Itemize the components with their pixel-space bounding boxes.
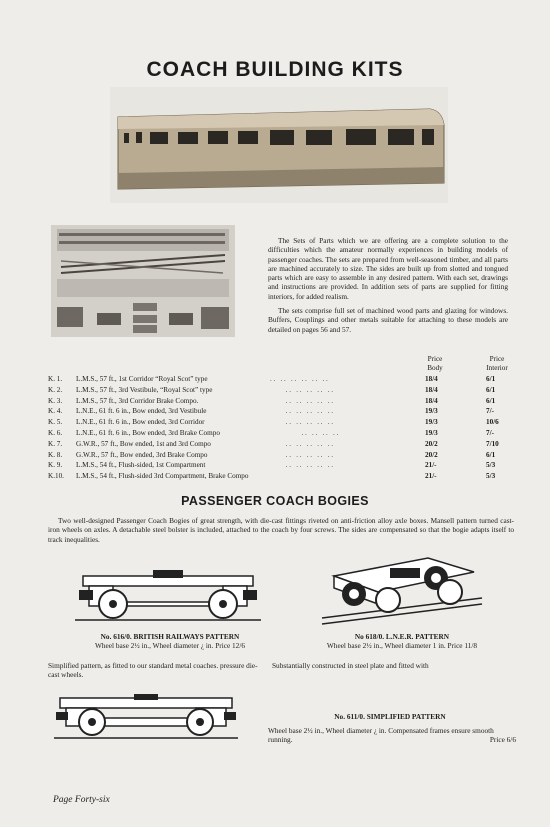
kit-interior-price: 6/1 bbox=[486, 385, 496, 394]
kit-description: G.W.R., 57 ft., Bow ended, 1st and 3rd Compo bbox=[76, 439, 211, 448]
kit-body-price: 19/3 bbox=[425, 428, 438, 437]
kit-interior-price: 6/1 bbox=[486, 375, 496, 383]
bogies-heading: PASSENGER COACH BOGIES bbox=[181, 494, 369, 508]
header-line: Price bbox=[427, 355, 443, 363]
kit-body-price: 20/2 bbox=[425, 439, 438, 448]
kit-code: K. 1. bbox=[48, 375, 63, 383]
kit-body-price: 18/4 bbox=[425, 385, 438, 394]
bogie-618-spec: Wheel base 2½ in., Wheel diameter 1 in. Price 11/8 bbox=[326, 641, 478, 650]
kit-body-price: 18/4 bbox=[425, 396, 438, 405]
kit-code: K. 3. bbox=[48, 396, 63, 405]
header-line: Price bbox=[489, 355, 505, 363]
kit-interior-price: 7/10 bbox=[486, 439, 499, 448]
price-interior-header bbox=[475, 355, 519, 373]
kit-body-price: 21/- bbox=[425, 472, 437, 481]
kit-interior-price: 7/- bbox=[486, 407, 494, 416]
bogie-611-spec-text: Wheel base 2½ in., Wheel diameter ¿ in. Compensated frames ensure smooth running. bbox=[268, 726, 494, 744]
kit-body-price: 19/3 bbox=[425, 418, 438, 427]
kit-code: K. 4. bbox=[48, 407, 63, 416]
bogie-618-caption bbox=[296, 632, 508, 650]
kit-code: K. 5. bbox=[48, 418, 63, 427]
kit-description: L.M.S., 57 ft., 1st Corridor “Royal Scot” type bbox=[76, 375, 208, 383]
kit-code: K. 6. bbox=[48, 428, 63, 437]
parts-photo bbox=[51, 225, 235, 337]
kit-description: L.M.S., 54 ft., Flush-sided, 1st Compartment bbox=[76, 461, 206, 470]
intro-text bbox=[268, 236, 508, 339]
kit-code: K. 8. bbox=[48, 450, 63, 459]
kit-description: L.M.S., 57 ft., 3rd Corridor Brake Compo. bbox=[76, 396, 199, 405]
coach-photo bbox=[110, 87, 448, 203]
table-row bbox=[48, 471, 508, 482]
bogies-intro: Two well-designed Passenger Coach Bogies of great strength, with die-cast fittings riveted on anti-friction alloy axle boxes. Mansell pattern turned cast-iron wheels on axles. A detachable steel bolster is included, attached to the coach by four screws. The sides are compensated so that the bogie adapts itself to track inequalities. bbox=[48, 516, 514, 544]
kit-body-price: 21/- bbox=[425, 461, 437, 470]
bogie-611-title: No. 611/0. SIMPLIFIED PATTERN bbox=[334, 712, 446, 721]
kit-description: L.N.E., 61 ft. 6 in., Bow ended, 3rd Vestibule bbox=[76, 407, 207, 416]
kit-description: L.M.S., 57 ft., 3rd Vestibule, “Royal Scot” type bbox=[76, 385, 213, 394]
kit-interior-price: 5/3 bbox=[486, 472, 496, 481]
kit-interior-price: 10/6 bbox=[486, 418, 499, 427]
header-line: Body bbox=[427, 364, 443, 372]
page-number: Page Forty-six bbox=[53, 795, 110, 805]
kit-interior-price: 7/- bbox=[486, 428, 494, 437]
kit-body-price: 20/2 bbox=[425, 450, 438, 459]
kit-description: L.N.E., 61 ft. 6 in., Bow ended, 3rd Brake Compo bbox=[76, 428, 220, 437]
kit-interior-price: 6/1 bbox=[486, 450, 496, 459]
page-title: COACH BUILDING KITS bbox=[146, 58, 404, 81]
bogie-618-drawing bbox=[318, 548, 486, 628]
bogie-611-drawing bbox=[52, 692, 240, 742]
kit-interior-price: 6/1 bbox=[486, 396, 496, 405]
header-line: Interior bbox=[486, 364, 508, 372]
kit-code: K. 9. bbox=[48, 461, 63, 470]
price-body-header bbox=[418, 355, 452, 373]
kit-interior-price: 5/3 bbox=[486, 461, 496, 470]
bogie-618-note: Substantially constructed in steel plate and fitted with bbox=[272, 661, 429, 670]
bogie-616-caption bbox=[70, 632, 270, 650]
bogie-611-price: Price 6/6 bbox=[489, 735, 516, 744]
kit-description: L.N.E., 61 ft. 6 in., Bow ended, 3rd Corridor bbox=[76, 418, 205, 427]
kit-code: K.10. bbox=[48, 472, 64, 481]
kit-body-price: 19/3 bbox=[425, 407, 438, 416]
bogie-616-spec: Wheel base 2½ in., Wheel diameter ¿ in. Price 12/6 bbox=[94, 641, 245, 650]
kit-code: K. 2. bbox=[48, 385, 63, 394]
intro-paragraph: The sets comprise full set of machined wood parts and glazing for windows. Buffers, Couplings and other metals suitable for attaching to these models are detailed on pages 56 and 57. bbox=[268, 306, 508, 334]
intro-paragraph: The Sets of Parts which we are offering are a complete solution to the difficulties which the amateur normally experiences in building models of passenger coaches. The sets are prepared from well-seasoned timber, and all parts are machined accurately to size. The sides are built up from slotted and tongued parts which are easy to assemble in any desired pattern. With each set, drawings and instructions are provided. In addition sets of parts are supplied for fitting interiors, for added realism. bbox=[268, 236, 508, 301]
bogie-616-note: Simplified pattern, as fitted to our standard metal coaches. pressure die-cast wheels. bbox=[48, 661, 258, 679]
bogie-611-spec bbox=[268, 726, 516, 744]
bogie-618-title: No 618/0. L.N.E.R. PATTERN bbox=[354, 632, 450, 641]
kit-description: L.M.S., 54 ft., Flush-sided 3rd Compartment, Brake Compo bbox=[76, 472, 249, 481]
kit-code: K. 7. bbox=[48, 439, 63, 448]
leader-dots: . . . . . . . . . . . . . . . . . . . . . . . . . . . . . . . . . . . . . . . . . . . . . . . . . . . . . . . . . . . . . . . . . . . . . . . . . . . . . . . . . . . . . . . . . . bbox=[270, 375, 339, 470]
kit-description: G.W.R., 57 ft., Bow ended, 3rd Brake Compo bbox=[76, 450, 208, 459]
kit-body-price: 18/4 bbox=[425, 375, 438, 383]
bogie-616-drawing bbox=[73, 562, 263, 624]
bogie-616-title: No. 616/0. BRITISH RAILWAYS PATTERN bbox=[100, 632, 240, 641]
